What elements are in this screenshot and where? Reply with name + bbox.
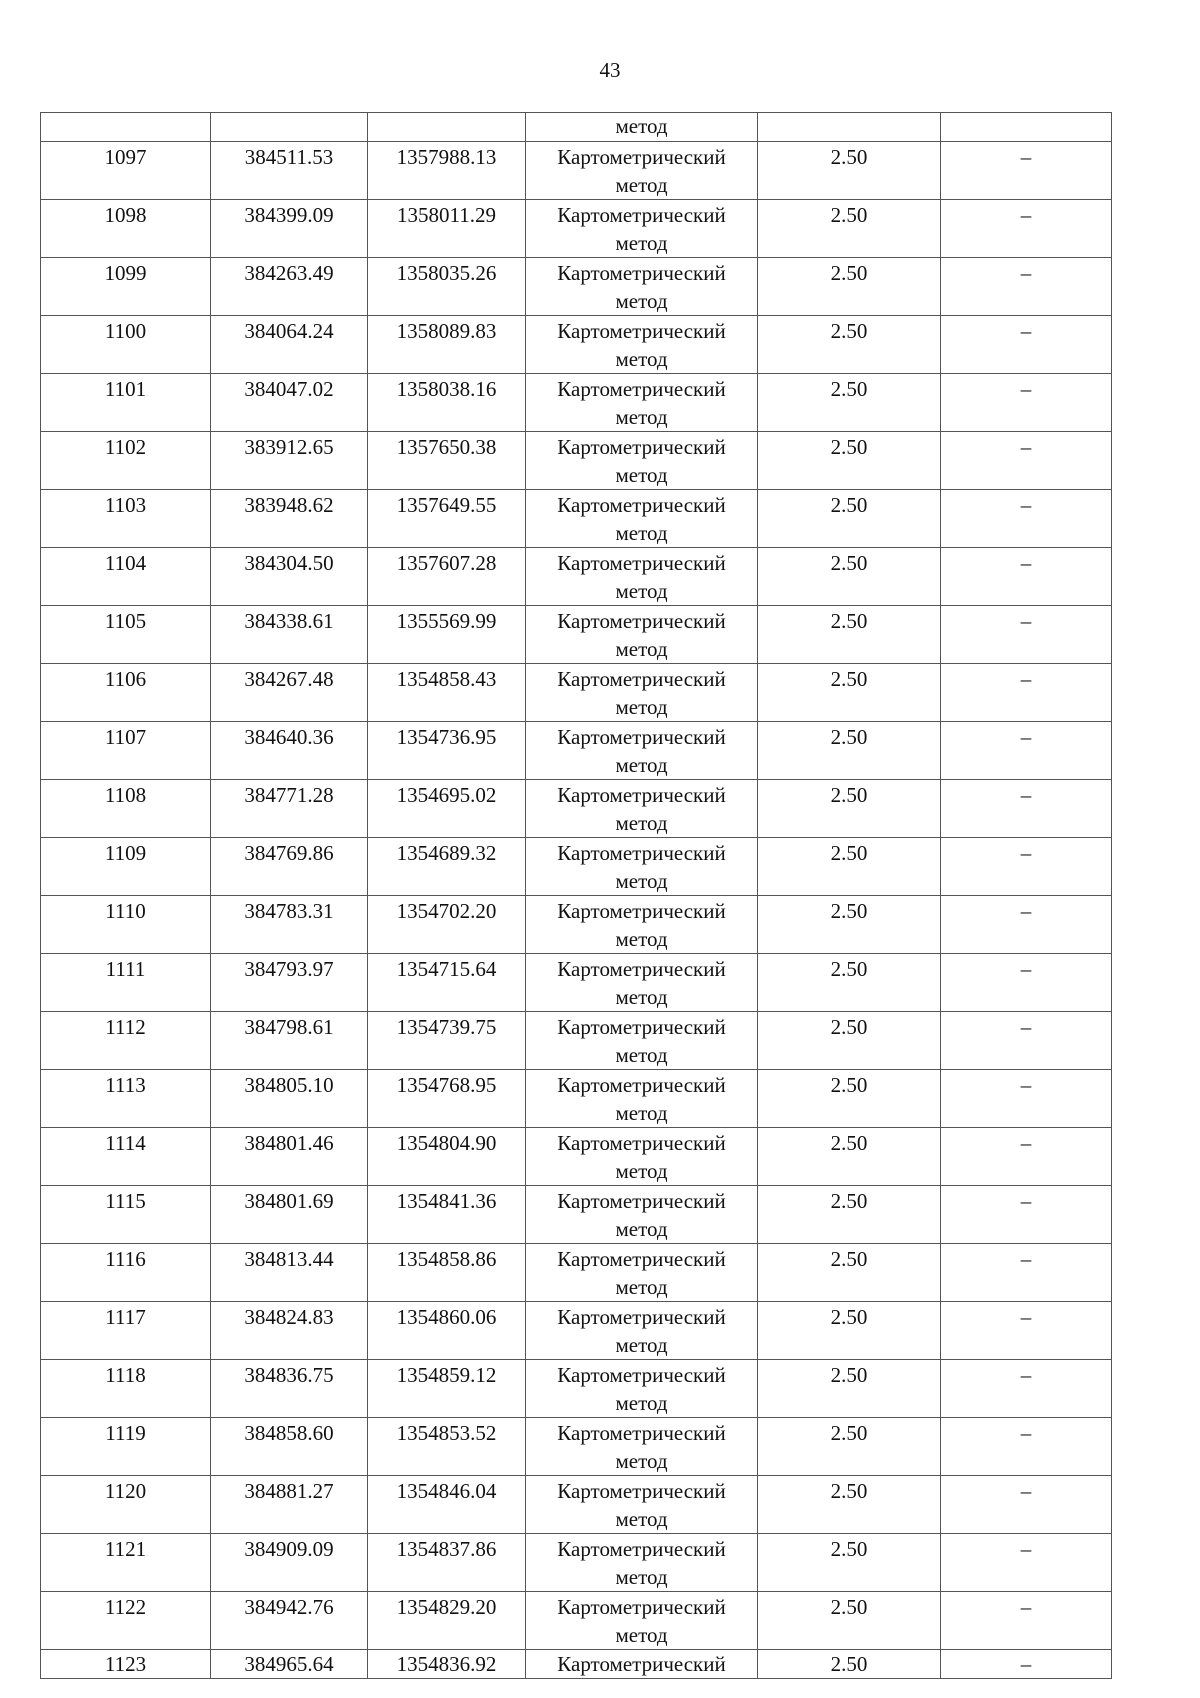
method-line-1: Картометрический <box>557 1595 726 1619</box>
cell-point-number: 1121 <box>41 1534 211 1592</box>
cell-x-coordinate: 384047.02 <box>211 374 368 432</box>
method-line-2: метод <box>615 289 668 313</box>
cell-y-coordinate: 1354695.02 <box>368 780 526 838</box>
cell-error: 2.50 <box>758 606 941 664</box>
cell-point-number: 1109 <box>41 838 211 896</box>
method-line-1: Картометрический <box>557 203 726 227</box>
cell-x-coordinate: 383948.62 <box>211 490 368 548</box>
cell-method <box>526 548 758 606</box>
method-line-2: метод <box>615 405 668 429</box>
method-line-1: Картометрический <box>557 609 726 633</box>
method-line-2: метод <box>615 1159 668 1183</box>
cell-description: – <box>941 316 1112 374</box>
cell-point-number: 1100 <box>41 316 211 374</box>
cell-description: – <box>941 490 1112 548</box>
cell-x-coordinate: 384399.09 <box>211 200 368 258</box>
cell-description: – <box>941 1186 1112 1244</box>
cell-y-coordinate: 1358038.16 <box>368 374 526 432</box>
table-row <box>41 142 1112 200</box>
table-row <box>41 722 1112 780</box>
method-line-1: Картометрический <box>557 1421 726 1445</box>
cell-x-coordinate: 384783.31 <box>211 896 368 954</box>
method-line-1: Картометрический <box>557 1073 726 1097</box>
cell-x-coordinate: 384798.61 <box>211 1012 368 1070</box>
cell-method <box>526 374 758 432</box>
cell-point-number: 1115 <box>41 1186 211 1244</box>
cell-y-coordinate: 1358089.83 <box>368 316 526 374</box>
cell-description: – <box>941 548 1112 606</box>
table-row <box>41 1244 1112 1302</box>
cell-x-coordinate: 384064.24 <box>211 316 368 374</box>
cell-description: – <box>941 142 1112 200</box>
cell-method <box>526 1244 758 1302</box>
cell-error: 2.50 <box>758 1592 941 1650</box>
cell-description: – <box>941 1244 1112 1302</box>
cell-method <box>526 1012 758 1070</box>
cell-error: 2.50 <box>758 896 941 954</box>
table-row-continued <box>41 113 1112 142</box>
table-row <box>41 316 1112 374</box>
cell-point-number: 1116 <box>41 1244 211 1302</box>
cell-y-coordinate: 1354846.04 <box>368 1476 526 1534</box>
cell-point-number: 1113 <box>41 1070 211 1128</box>
cell-point-number: 1107 <box>41 722 211 780</box>
method-line-1: Картометрический <box>557 551 726 575</box>
cell-description: – <box>941 606 1112 664</box>
cell-error: 2.50 <box>758 1650 941 1679</box>
cell-method <box>526 432 758 490</box>
method-line-1: Картометрический <box>557 145 726 169</box>
cell-description: – <box>941 664 1112 722</box>
cell-error: 2.50 <box>758 1244 941 1302</box>
table-row <box>41 1592 1112 1650</box>
cell-error: 2.50 <box>758 1186 941 1244</box>
table-row <box>41 1012 1112 1070</box>
cell-error: 2.50 <box>758 432 941 490</box>
table-row <box>41 1070 1112 1128</box>
method-line-2: метод <box>615 811 668 835</box>
cell-description: – <box>941 1592 1112 1650</box>
method-line-2: метод <box>615 985 668 1009</box>
table-row-last <box>41 1650 1112 1679</box>
cell-point-number: 1112 <box>41 1012 211 1070</box>
cell-method <box>526 838 758 896</box>
method-line-1: Картометрический <box>557 957 726 981</box>
cell-x-coordinate: 384769.86 <box>211 838 368 896</box>
cell-x-coordinate: 384267.48 <box>211 664 368 722</box>
cell-method <box>526 258 758 316</box>
table-row <box>41 1360 1112 1418</box>
cell-x-coordinate: 383912.65 <box>211 432 368 490</box>
cell-y-coordinate: 1354804.90 <box>368 1128 526 1186</box>
cell-x-coordinate: 384965.64 <box>211 1650 368 1679</box>
method-line-2: метод <box>615 753 668 777</box>
cell-point-number: 1106 <box>41 664 211 722</box>
method-line-1: Картометрический <box>557 1131 726 1155</box>
cell-y-coordinate: 1358011.29 <box>368 200 526 258</box>
cell-y-coordinate: 1354837.86 <box>368 1534 526 1592</box>
table-row <box>41 258 1112 316</box>
cell-y-coordinate: 1358035.26 <box>368 258 526 316</box>
cell-method <box>526 1070 758 1128</box>
cell-point-number: 1119 <box>41 1418 211 1476</box>
cell-empty <box>41 113 211 142</box>
cell-x-coordinate: 384640.36 <box>211 722 368 780</box>
cell-y-coordinate: 1354858.86 <box>368 1244 526 1302</box>
table-row <box>41 432 1112 490</box>
cell-method <box>526 200 758 258</box>
cell-error: 2.50 <box>758 780 941 838</box>
cell-point-number: 1123 <box>41 1650 211 1679</box>
cell-x-coordinate: 384304.50 <box>211 548 368 606</box>
cell-x-coordinate: 384338.61 <box>211 606 368 664</box>
cell-method <box>526 316 758 374</box>
method-line-1: Картометрический <box>557 841 726 865</box>
method-line-2: метод <box>615 695 668 719</box>
cell-description: – <box>941 200 1112 258</box>
cell-y-coordinate: 1354829.20 <box>368 1592 526 1650</box>
method-line-1: Картометрический <box>557 667 726 691</box>
method-line-1: Картометрический <box>557 1247 726 1271</box>
cell-description: – <box>941 1360 1112 1418</box>
cell-method-continued: метод <box>526 113 758 142</box>
cell-description: – <box>941 838 1112 896</box>
method-line-1: Картометрический <box>557 319 726 343</box>
cell-point-number: 1103 <box>41 490 211 548</box>
cell-method <box>526 606 758 664</box>
table-row <box>41 1476 1112 1534</box>
cell-method <box>526 954 758 1012</box>
method-line-2: метод <box>615 1275 668 1299</box>
cell-x-coordinate: 384836.75 <box>211 1360 368 1418</box>
cell-description: – <box>941 258 1112 316</box>
cell-error: 2.50 <box>758 1476 941 1534</box>
cell-description: – <box>941 1418 1112 1476</box>
cell-error: 2.50 <box>758 1128 941 1186</box>
method-line-2: метод <box>615 1101 668 1125</box>
cell-point-number: 1098 <box>41 200 211 258</box>
cell-description: – <box>941 1012 1112 1070</box>
cell-method <box>526 1128 758 1186</box>
table-row <box>41 606 1112 664</box>
cell-x-coordinate: 384881.27 <box>211 1476 368 1534</box>
cell-x-coordinate: 384813.44 <box>211 1244 368 1302</box>
method-line-1: Картометрический <box>557 1305 726 1329</box>
cell-method <box>526 1476 758 1534</box>
method-line-1: Картометрический <box>557 1479 726 1503</box>
cell-error: 2.50 <box>758 548 941 606</box>
method-line-2: метод <box>615 1333 668 1357</box>
method-line-1: Картометрический <box>557 1363 726 1387</box>
method-line-2: метод <box>615 347 668 371</box>
cell-description: – <box>941 722 1112 780</box>
method-line-2: метод <box>615 521 668 545</box>
table-row <box>41 1302 1112 1360</box>
cell-y-coordinate: 1357650.38 <box>368 432 526 490</box>
cell-point-number: 1118 <box>41 1360 211 1418</box>
cell-point-number: 1104 <box>41 548 211 606</box>
table-row <box>41 1186 1112 1244</box>
cell-y-coordinate: 1354739.75 <box>368 1012 526 1070</box>
cell-point-number: 1110 <box>41 896 211 954</box>
table-row <box>41 780 1112 838</box>
table-row <box>41 200 1112 258</box>
cell-method <box>526 722 758 780</box>
cell-description: – <box>941 1302 1112 1360</box>
cell-description: – <box>941 1650 1112 1679</box>
cell-point-number: 1120 <box>41 1476 211 1534</box>
cell-method <box>526 142 758 200</box>
cell-x-coordinate: 384801.69 <box>211 1186 368 1244</box>
cell-description: – <box>941 432 1112 490</box>
cell-y-coordinate: 1354860.06 <box>368 1302 526 1360</box>
cell-x-coordinate: 384263.49 <box>211 258 368 316</box>
cell-description: – <box>941 374 1112 432</box>
cell-y-coordinate: 1354858.43 <box>368 664 526 722</box>
cell-point-number: 1101 <box>41 374 211 432</box>
method-line-2: метод <box>615 1391 668 1415</box>
method-line-1: Картометрический <box>557 261 726 285</box>
table-row <box>41 374 1112 432</box>
cell-x-coordinate: 384824.83 <box>211 1302 368 1360</box>
cell-description: – <box>941 1070 1112 1128</box>
cell-error: 2.50 <box>758 1012 941 1070</box>
method-line-1: Картометрический <box>557 1015 726 1039</box>
table-row <box>41 1418 1112 1476</box>
cell-x-coordinate: 384942.76 <box>211 1592 368 1650</box>
cell-description: – <box>941 954 1112 1012</box>
cell-description: – <box>941 780 1112 838</box>
cell-x-coordinate: 384771.28 <box>211 780 368 838</box>
cell-y-coordinate: 1354768.95 <box>368 1070 526 1128</box>
cell-error: 2.50 <box>758 1302 941 1360</box>
cell-error: 2.50 <box>758 664 941 722</box>
table-row <box>41 1128 1112 1186</box>
cell-error: 2.50 <box>758 374 941 432</box>
cell-error: 2.50 <box>758 954 941 1012</box>
cell-error: 2.50 <box>758 1534 941 1592</box>
cell-x-coordinate: 384805.10 <box>211 1070 368 1128</box>
cell-point-number: 1099 <box>41 258 211 316</box>
method-line-1: Картометрический <box>557 899 726 923</box>
method-line-2: метод <box>615 579 668 603</box>
cell-point-number: 1102 <box>41 432 211 490</box>
cell-x-coordinate: 384793.97 <box>211 954 368 1012</box>
cell-method <box>526 780 758 838</box>
cell-empty <box>368 113 526 142</box>
cell-error: 2.50 <box>758 316 941 374</box>
cell-x-coordinate: 384858.60 <box>211 1418 368 1476</box>
cell-point-number: 1117 <box>41 1302 211 1360</box>
table-row <box>41 838 1112 896</box>
cell-description: – <box>941 1128 1112 1186</box>
method-line-2: метод <box>615 637 668 661</box>
method-line-1: Картометрический <box>557 725 726 749</box>
method-line-2: метод <box>615 173 668 197</box>
cell-method <box>526 896 758 954</box>
cell-y-coordinate: 1354841.36 <box>368 1186 526 1244</box>
method-line-2: метод <box>615 927 668 951</box>
method-line-2: метод <box>615 1507 668 1531</box>
table-row <box>41 954 1112 1012</box>
cell-method <box>526 664 758 722</box>
cell-y-coordinate: 1354859.12 <box>368 1360 526 1418</box>
cell-method <box>526 1302 758 1360</box>
cell-y-coordinate: 1354736.95 <box>368 722 526 780</box>
cell-error: 2.50 <box>758 142 941 200</box>
method-line-2: метод <box>615 1043 668 1067</box>
page-number: 43 <box>599 58 621 82</box>
method-line-1: Картометрический <box>557 783 726 807</box>
cell-description: – <box>941 1534 1112 1592</box>
cell-y-coordinate: 1354853.52 <box>368 1418 526 1476</box>
cell-error: 2.50 <box>758 1418 941 1476</box>
cell-x-coordinate: 384801.46 <box>211 1128 368 1186</box>
method-line-2: метод <box>615 1217 668 1241</box>
cell-point-number: 1105 <box>41 606 211 664</box>
cell-error: 2.50 <box>758 258 941 316</box>
cell-empty <box>211 113 368 142</box>
method-line-1: Картометрический <box>557 1537 726 1561</box>
cell-description: – <box>941 896 1112 954</box>
table-row <box>41 490 1112 548</box>
method-line-2: метод <box>615 231 668 255</box>
method-line-2: метод <box>615 463 668 487</box>
cell-point-number: 1111 <box>41 954 211 1012</box>
cell-method <box>526 1534 758 1592</box>
cell-error: 2.50 <box>758 722 941 780</box>
cell-y-coordinate: 1354702.20 <box>368 896 526 954</box>
cell-y-coordinate: 1354715.64 <box>368 954 526 1012</box>
table-row <box>41 548 1112 606</box>
cell-point-number: 1097 <box>41 142 211 200</box>
coordinates-table <box>40 112 1112 1679</box>
method-line-2: метод <box>615 869 668 893</box>
cell-error: 2.50 <box>758 838 941 896</box>
cell-y-coordinate: 1357649.55 <box>368 490 526 548</box>
cell-point-number: 1108 <box>41 780 211 838</box>
cell-method <box>526 1360 758 1418</box>
cell-point-number: 1114 <box>41 1128 211 1186</box>
cell-y-coordinate: 1357988.13 <box>368 142 526 200</box>
cell-error: 2.50 <box>758 200 941 258</box>
method-line-2: метод <box>615 1623 668 1647</box>
cell-x-coordinate: 384511.53 <box>211 142 368 200</box>
cell-empty <box>758 113 941 142</box>
cell-error: 2.50 <box>758 490 941 548</box>
method-line-1: Картометрический <box>557 435 726 459</box>
cell-method <box>526 1418 758 1476</box>
table-row <box>41 896 1112 954</box>
cell-method <box>526 1186 758 1244</box>
table-row <box>41 664 1112 722</box>
cell-empty <box>941 113 1112 142</box>
table-row <box>41 1534 1112 1592</box>
method-line-1: Картометрический <box>557 1189 726 1213</box>
cell-method: Картометрический <box>526 1650 758 1679</box>
cell-y-coordinate: 1354836.92 <box>368 1650 526 1679</box>
cell-method <box>526 1592 758 1650</box>
cell-y-coordinate: 1354689.32 <box>368 838 526 896</box>
cell-error: 2.50 <box>758 1070 941 1128</box>
cell-point-number: 1122 <box>41 1592 211 1650</box>
method-line-1: Картометрический <box>557 377 726 401</box>
cell-x-coordinate: 384909.09 <box>211 1534 368 1592</box>
cell-method <box>526 490 758 548</box>
cell-description: – <box>941 1476 1112 1534</box>
cell-y-coordinate: 1357607.28 <box>368 548 526 606</box>
cell-y-coordinate: 1355569.99 <box>368 606 526 664</box>
method-line-2: метод <box>615 1565 668 1589</box>
method-line-1: Картометрический <box>557 493 726 517</box>
cell-error: 2.50 <box>758 1360 941 1418</box>
method-line-2: метод <box>615 1449 668 1473</box>
